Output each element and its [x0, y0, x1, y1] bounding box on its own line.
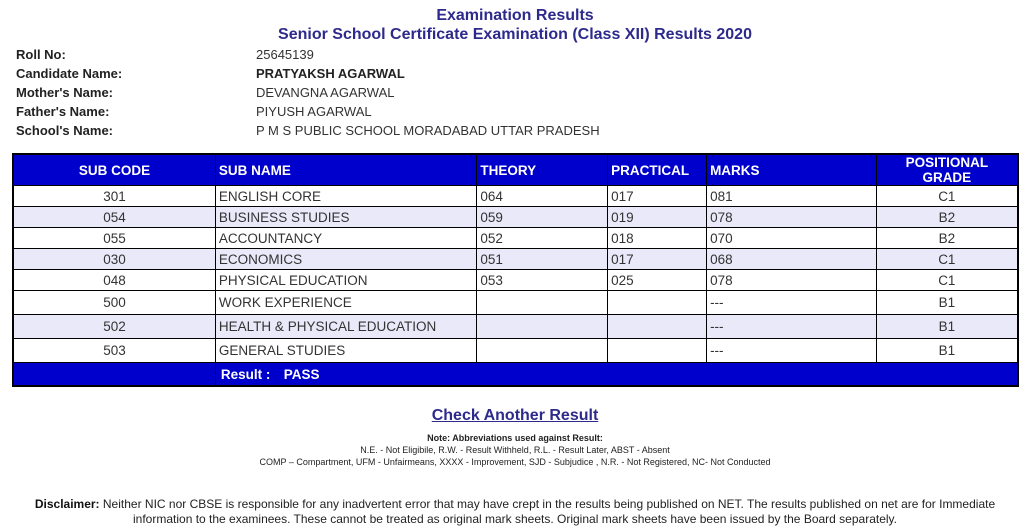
cell-grade: B1 [876, 315, 1018, 339]
cell-sub-code: 500 [13, 291, 215, 315]
col-marks: MARKS [707, 154, 877, 186]
check-another-container [0, 407, 1030, 425]
cell-theory: 052 [477, 228, 608, 249]
table-row [13, 228, 1018, 249]
disclaimer [20, 497, 1010, 527]
disclaimer-label: Disclaimer: [34, 497, 100, 511]
cell-sub-code: 503 [13, 339, 215, 363]
disclaimer-text: Neither NIC nor CBSE is responsible for any inadvertent error that may have crept in the results being published on NET. The results published on net are for Immediate information to the examinees. These cannot be treated as original mark sheets. Original mark sheets have been issued by the Board separately. [102, 497, 996, 526]
table-header-row [13, 154, 1018, 186]
cell-sub-code: 055 [13, 228, 215, 249]
cell-practical: 025 [608, 270, 707, 291]
result-value: PASS [283, 366, 320, 382]
cell-sub-name: PHYSICAL EDUCATION [215, 270, 476, 291]
results-table [12, 153, 1019, 387]
cell-practical: 017 [608, 186, 707, 207]
cell-grade: B2 [876, 207, 1018, 228]
school-name-row [16, 121, 600, 140]
col-practical: PRACTICAL [608, 154, 707, 186]
col-theory: THEORY [477, 154, 608, 186]
cell-practical: 017 [608, 249, 707, 270]
table-row [13, 315, 1018, 339]
cell-practical: 018 [608, 228, 707, 249]
cell-marks: 068 [707, 249, 877, 270]
cell-theory [477, 315, 608, 339]
table-row [13, 207, 1018, 228]
cell-theory [477, 339, 608, 363]
cell-practical [608, 339, 707, 363]
cell-marks: 081 [707, 186, 877, 207]
cell-sub-code: 030 [13, 249, 215, 270]
table-row [13, 291, 1018, 315]
page-subtitle: Senior School Certificate Examination (Class XII) Results 2020 [278, 26, 752, 43]
cell-practical [608, 315, 707, 339]
candidate-info [16, 45, 600, 140]
cell-grade: B1 [876, 339, 1018, 363]
col-sub-code: SUB CODE [13, 154, 215, 186]
notes-heading: Note: Abbreviations used against Result: [427, 433, 603, 443]
cell-practical [608, 291, 707, 315]
roll-row [16, 45, 600, 64]
roll-value: 25645139 [256, 47, 314, 62]
cell-theory: 059 [477, 207, 608, 228]
table-row [13, 270, 1018, 291]
cell-grade: C1 [876, 186, 1018, 207]
page-title: Examination Results [436, 7, 594, 24]
cell-theory: 053 [477, 270, 608, 291]
roll-label: Roll No: [16, 47, 66, 62]
cell-theory: 051 [477, 249, 608, 270]
check-another-result-link[interactable]: Check Another Result [431, 407, 599, 424]
cell-marks: 070 [707, 228, 877, 249]
cell-theory: 064 [477, 186, 608, 207]
cell-sub-name: ACCOUNTANCY [215, 228, 476, 249]
cell-sub-name: WORK EXPERIENCE [215, 291, 476, 315]
cell-sub-code: 301 [13, 186, 215, 207]
school-name-label: School's Name: [16, 123, 114, 138]
father-name-label: Father's Name: [16, 104, 110, 119]
cell-sub-code: 054 [13, 207, 215, 228]
table-row [13, 339, 1018, 363]
cell-grade: B1 [876, 291, 1018, 315]
col-positional-grade: POSITIONAL GRADE [876, 154, 1018, 186]
cell-grade: B2 [876, 228, 1018, 249]
mother-name-value: DEVANGNA AGARWAL [256, 85, 395, 100]
mother-name-label: Mother's Name: [16, 85, 113, 100]
cell-practical: 019 [608, 207, 707, 228]
cell-sub-name: ECONOMICS [215, 249, 476, 270]
table-row [13, 186, 1018, 207]
cell-sub-name: ENGLISH CORE [215, 186, 476, 207]
cell-marks: --- [707, 339, 877, 363]
cell-sub-code: 502 [13, 315, 215, 339]
cell-marks: 078 [707, 270, 877, 291]
result-label: Result : [220, 366, 271, 382]
candidate-name-row [16, 64, 600, 83]
notes-line-2: COMP – Compartment, UFM - Unfairmeans, XXXX - Improvement, SJD - Subjudice , N.R. - Not Registered, NC- Not Conducted [259, 457, 771, 467]
cell-grade: C1 [876, 249, 1018, 270]
cell-marks: --- [707, 291, 877, 315]
result-cell [215, 363, 1018, 387]
candidate-name-label: Candidate Name: [16, 66, 123, 81]
cell-marks: --- [707, 315, 877, 339]
cell-theory [477, 291, 608, 315]
table-row [13, 249, 1018, 270]
father-name-row [16, 102, 600, 121]
result-row [13, 363, 1018, 387]
cell-sub-name: HEALTH & PHYSICAL EDUCATION [215, 315, 476, 339]
cell-sub-code: 048 [13, 270, 215, 291]
cell-sub-name: BUSINESS STUDIES [215, 207, 476, 228]
cell-marks: 078 [707, 207, 877, 228]
result-spacer-cell [13, 363, 215, 387]
notes-line-1: N.E. - Not Eligibile, R.W. - Result Withheld, R.L. - Result Later, ABST - Absent [360, 445, 670, 455]
mother-name-row [16, 83, 600, 102]
school-name-value: P M S PUBLIC SCHOOL MORADABAD UTTAR PRADESH [256, 123, 600, 138]
father-name-value: PIYUSH AGARWAL [256, 104, 372, 119]
cell-grade: C1 [876, 270, 1018, 291]
cell-sub-name: GENERAL STUDIES [215, 339, 476, 363]
col-sub-name: SUB NAME [215, 154, 476, 186]
candidate-name-value: PRATYAKSH AGARWAL [256, 66, 405, 81]
